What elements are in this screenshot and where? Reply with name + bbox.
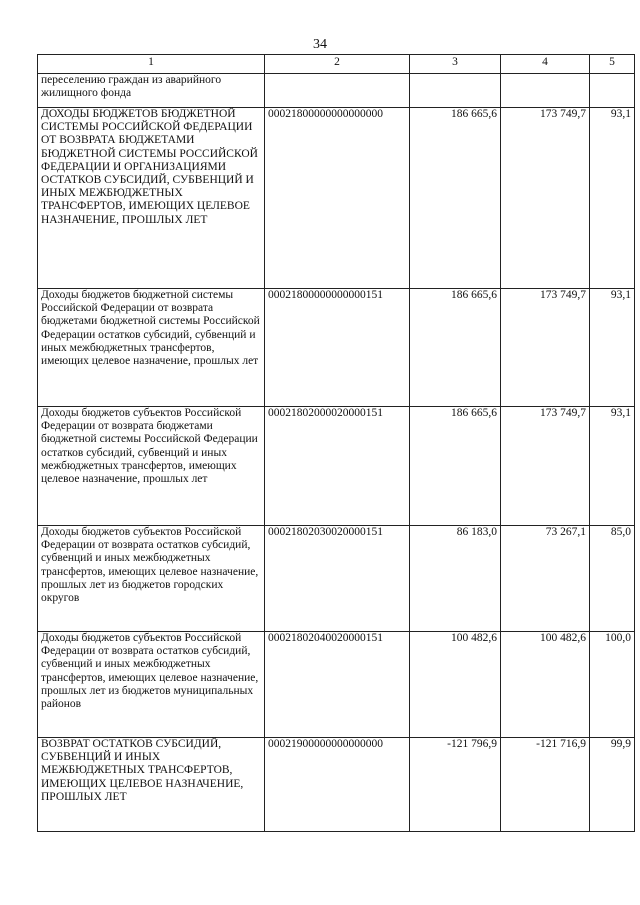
- table-row: [38, 74, 635, 108]
- column-header: 3: [410, 55, 501, 74]
- row-fact: 173 749,7: [501, 289, 590, 407]
- table-row: [38, 738, 635, 832]
- row-name: Доходы бюджетов субъектов Российской Федерации от возврата остатков субсидий, субвенций и иных межбюджетных трансфертов, имеющих целевое назначение, прошлых лет из бюджетов городских округов: [38, 526, 265, 632]
- row-percent: 93,1: [590, 407, 635, 526]
- table-row: [38, 526, 635, 632]
- budget-table: [37, 54, 635, 832]
- table-row: [38, 632, 635, 738]
- row-plan: 186 665,6: [410, 289, 501, 407]
- row-plan: 186 665,6: [410, 407, 501, 526]
- row-code: 00021802000020000151: [265, 407, 410, 526]
- row-percent: [590, 74, 635, 108]
- row-name: Доходы бюджетов субъектов Российской Федерации от возврата бюджетами бюджетной системы Российской Федерации остатков субсидий, субвенций и иных межбюджетных трансфертов, имеющих целевое назначение, прошлых лет: [38, 407, 265, 526]
- column-header: 4: [501, 55, 590, 74]
- row-code: 00021900000000000000: [265, 738, 410, 832]
- row-percent: 93,1: [590, 289, 635, 407]
- column-header: 5: [590, 55, 635, 74]
- table-row: [38, 108, 635, 289]
- row-fact: 100 482,6: [501, 632, 590, 738]
- row-fact: 173 749,7: [501, 108, 590, 289]
- row-name: переселению граждан из аварийного жилищного фонда: [38, 74, 265, 108]
- row-percent: 100,0: [590, 632, 635, 738]
- row-percent: 93,1: [590, 108, 635, 289]
- column-header: 1: [38, 55, 265, 74]
- row-plan: 100 482,6: [410, 632, 501, 738]
- row-fact: 73 267,1: [501, 526, 590, 632]
- row-fact: 173 749,7: [501, 407, 590, 526]
- row-percent: 85,0: [590, 526, 635, 632]
- row-fact: [501, 74, 590, 108]
- row-name: ДОХОДЫ БЮДЖЕТОВ БЮДЖЕТНОЙ СИСТЕМЫ РОССИЙСКОЙ ФЕДЕРАЦИИ ОТ ВОЗВРАТА БЮДЖЕТАМИ БЮДЖЕТНОЙ СИСТЕМЫ РОССИЙСКОЙ ФЕДЕРАЦИИ И ОРГАНИЗАЦИЯМИ ОСТАТКОВ СУБСИДИЙ, СУБВЕНЦИЙ И ИНЫХ МЕЖБЮДЖЕТНЫХ ТРАНСФЕРТОВ, ИМЕЮЩИХ ЦЕЛЕВОЕ НАЗНАЧЕНИЕ, ПРОШЛЫХ ЛЕТ: [38, 108, 265, 289]
- page-number: 34: [313, 37, 327, 52]
- row-code: [265, 74, 410, 108]
- table-header-row: [38, 55, 635, 74]
- row-fact: -121 716,9: [501, 738, 590, 832]
- row-code: 00021800000000000151: [265, 289, 410, 407]
- row-name: Доходы бюджетов бюджетной системы Российской Федерации от возврата бюджетами бюджетной системы Российской Федерации остатков субсидий, субвенций и иных межбюджетных трансфертов, имеющих целевое назначение, прошлых лет: [38, 289, 265, 407]
- table-row: [38, 289, 635, 407]
- row-name: Доходы бюджетов субъектов Российской Федерации от возврата остатков субсидий, субвенций и иных межбюджетных трансфертов, имеющих целевое назначение, прошлых лет из бюджетов муниципальных районов: [38, 632, 265, 738]
- row-plan: [410, 74, 501, 108]
- row-percent: 99,9: [590, 738, 635, 832]
- table-row: [38, 407, 635, 526]
- row-code: 00021800000000000000: [265, 108, 410, 289]
- row-plan: 86 183,0: [410, 526, 501, 632]
- row-code: 00021802040020000151: [265, 632, 410, 738]
- row-code: 00021802030020000151: [265, 526, 410, 632]
- row-plan: 186 665,6: [410, 108, 501, 289]
- row-name: ВОЗВРАТ ОСТАТКОВ СУБСИДИЙ, СУБВЕНЦИЙ И ИНЫХ МЕЖБЮДЖЕТНЫХ ТРАНСФЕРТОВ, ИМЕЮЩИХ ЦЕЛЕВОЕ НАЗНАЧЕНИЕ, ПРОШЛЫХ ЛЕТ: [38, 738, 265, 832]
- row-plan: -121 796,9: [410, 738, 501, 832]
- column-header: 2: [265, 55, 410, 74]
